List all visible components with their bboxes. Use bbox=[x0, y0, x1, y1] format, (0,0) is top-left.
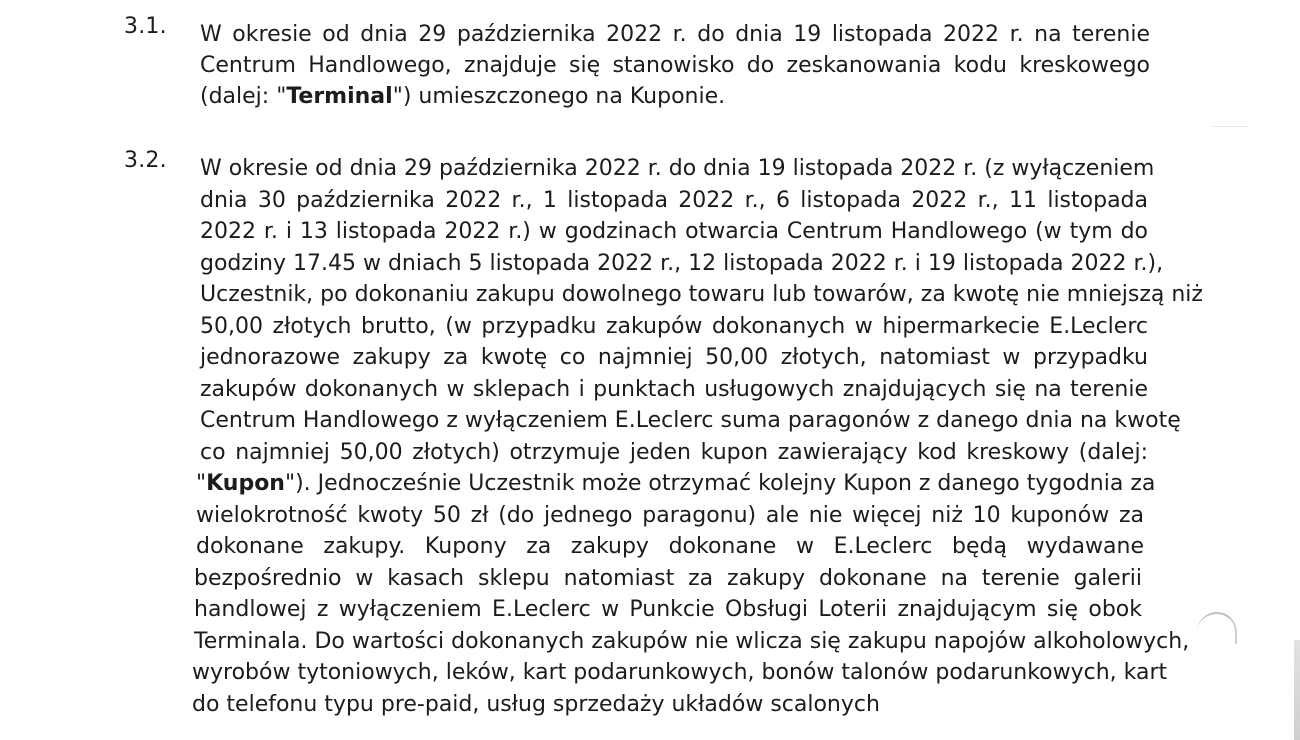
term-kupon: Kupon bbox=[206, 471, 285, 496]
scan-artifact-mark bbox=[1212, 126, 1248, 127]
section-3-1-line-2: Centrum Handlowego, znajduje się stanowisko do zeskanowania kodu kreskowego bbox=[200, 53, 1150, 78]
section-3-2-line-8: zakupów dokonanych w sklepach i punktach usługowych znajdujących się na terenie bbox=[200, 377, 1148, 402]
section-3-1-line-3-pre: (dalej: " bbox=[200, 84, 287, 109]
section-3-2-line-1: W okresie od dnia 29 października 2022 r. do dnia 19 listopada 2022 r. (z wyłączeniem bbox=[200, 156, 1155, 181]
scan-edge-shadow bbox=[1294, 640, 1300, 740]
section-number-3-2: 3.2. bbox=[124, 148, 167, 173]
section-3-1-line-3 bbox=[200, 86, 1150, 108]
section-3-2-line-13: dokonane zakupy. Kupony za zakupy dokonane w E.Leclerc będą wydawane bbox=[196, 534, 1144, 559]
section-3-2-line-15: handlowej z wyłączeniem E.Leclerc w Punkcie Obsługi Loterii znajdującym się obok bbox=[194, 597, 1142, 622]
section-3-2-line-17: wyrobów tytoniowych, leków, kart podarunkowych, bonów talonów podarunkowych, kart bbox=[192, 660, 1168, 685]
section-3-2-line-4: godziny 17.45 w dniach 5 listopada 2022 r., 12 listopada 2022 r. i 19 listopada 2022 r.), bbox=[200, 251, 1164, 276]
section-3-2-line-3: 2022 r. i 13 listopada 2022 r.) w godzinach otwarcia Centrum Handlowego (w tym do bbox=[200, 219, 1148, 244]
section-3-2-line-11 bbox=[196, 471, 1156, 496]
section-3-1-line-3-post: ") umieszczonego na Kuponie. bbox=[392, 84, 726, 109]
scan-artifact-curve bbox=[1197, 612, 1237, 644]
section-number-3-1: 3.1. bbox=[124, 14, 167, 39]
section-3-2-line-16: Terminala. Do wartości dokonanych zakupów nie wlicza się zakupu napojów alkoholowych, bbox=[194, 629, 1190, 654]
section-3-2-line-2: dnia 30 października 2022 r., 1 listopada 2022 r., 6 listopada 2022 r., 11 listopada bbox=[200, 188, 1148, 213]
section-3-2-line-10: co najmniej 50,00 złotych) otrzymuje jeden kupon zawierający kod kreskowy (dalej: bbox=[200, 440, 1148, 465]
section-3-1-line-1: W okresie od dnia 29 października 2022 r. do dnia 19 listopada 2022 r. na terenie bbox=[200, 22, 1150, 47]
section-3-2-line-5: Uczestnik, po dokonaniu zakupu dowolnego towaru lub towarów, za kwotę nie mniejszą niż bbox=[200, 282, 1203, 307]
term-terminal: Terminal bbox=[286, 84, 393, 109]
section-3-2-line-18: do telefonu typu pre-paid, usług sprzedaży układów scalonych bbox=[192, 692, 880, 717]
section-3-2-line-11-pre: " bbox=[196, 471, 207, 496]
section-3-2-line-7: jednorazowe zakupy za kwotę co najmniej 50,00 złotych, natomiast w przypadku bbox=[200, 345, 1148, 370]
section-3-2-line-6: 50,00 złotych brutto, (w przypadku zakupów dokonanych w hipermarkecie E.Leclerc bbox=[200, 314, 1148, 339]
section-3-2-line-11-post: "). Jednocześnie Uczestnik może otrzymać kolejny Kupon z danego tygodnia za bbox=[284, 471, 1156, 496]
section-3-2-line-14: bezpośrednio w kasach sklepu natomiast za zakupy dokonane na terenie galerii bbox=[194, 566, 1142, 591]
section-3-2-line-9: Centrum Handlowego z wyłączeniem E.Leclerc suma paragonów z danego dnia na kwotę bbox=[200, 408, 1181, 433]
section-3-2-line-12: wielokrotność kwoty 50 zł (do jednego paragonu) ale nie więcej niż 10 kuponów za bbox=[196, 503, 1144, 528]
